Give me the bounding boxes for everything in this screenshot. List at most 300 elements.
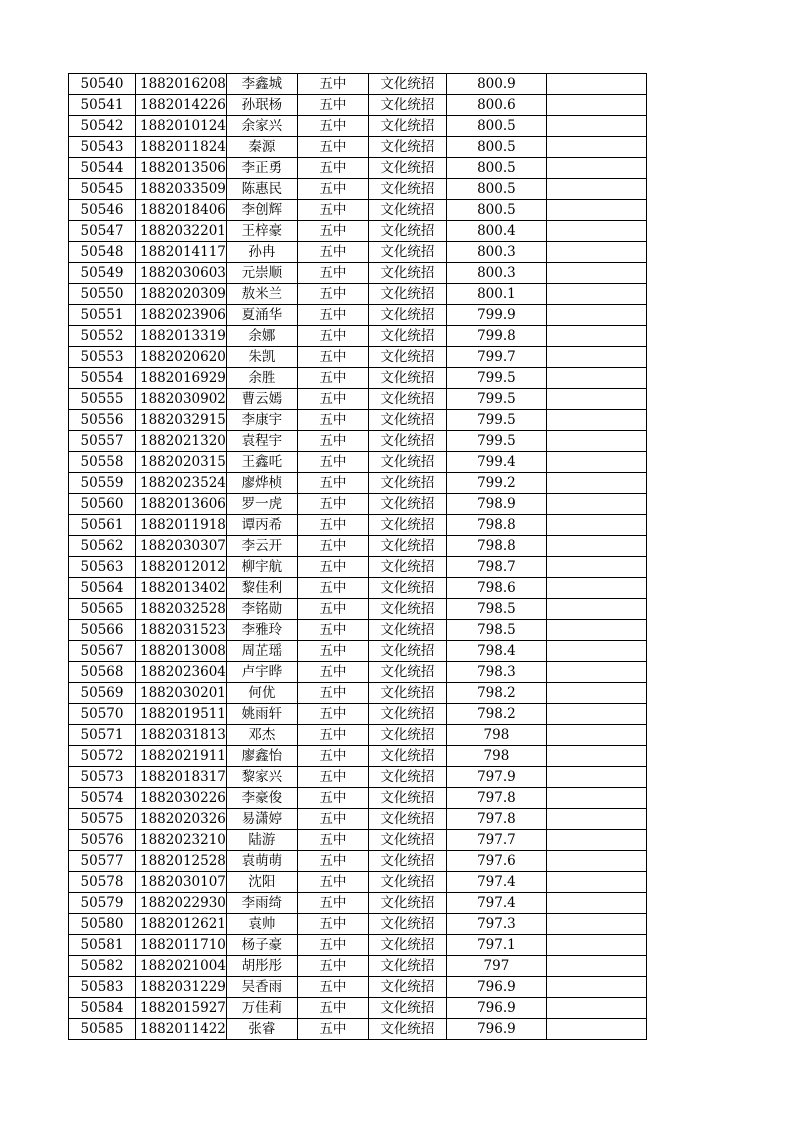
exam-id-cell: 1882033509 (136, 179, 227, 200)
exam-id-cell: 1882016208 (136, 74, 227, 95)
note-cell (546, 788, 646, 809)
table-row (69, 872, 647, 893)
seq-number-cell: 50585 (69, 1019, 136, 1040)
table-row (69, 620, 647, 641)
table-row (69, 158, 647, 179)
note-cell (546, 95, 646, 116)
student-name-cell: 廖烨桢 (226, 473, 297, 494)
student-name-cell: 李正勇 (226, 158, 297, 179)
table-row (69, 851, 647, 872)
score-cell: 800.3 (446, 263, 546, 284)
seq-number-cell: 50556 (69, 410, 136, 431)
note-cell (546, 158, 646, 179)
student-name-cell: 卢宇晔 (226, 662, 297, 683)
table-row (69, 767, 647, 788)
score-cell: 798.2 (446, 683, 546, 704)
admission-type-cell: 文化统招 (368, 305, 446, 326)
student-name-cell: 廖鑫怡 (226, 746, 297, 767)
note-cell (546, 410, 646, 431)
score-cell: 800.9 (446, 74, 546, 95)
seq-number-cell: 50571 (69, 725, 136, 746)
student-name-cell: 黎佳利 (226, 578, 297, 599)
admission-type-cell: 文化统招 (368, 326, 446, 347)
note-cell (546, 578, 646, 599)
seq-number-cell: 50567 (69, 641, 136, 662)
score-cell: 797 (446, 956, 546, 977)
note-cell (546, 263, 646, 284)
school-cell: 五中 (297, 389, 368, 410)
score-cell: 798.4 (446, 641, 546, 662)
admission-type-cell: 文化统招 (368, 95, 446, 116)
table-row (69, 662, 647, 683)
exam-id-cell: 1882030603 (136, 263, 227, 284)
student-name-cell: 朱凯 (226, 347, 297, 368)
table-row (69, 200, 647, 221)
exam-id-cell: 1882012528 (136, 851, 227, 872)
note-cell (546, 977, 646, 998)
exam-id-cell: 1882023524 (136, 473, 227, 494)
exam-id-cell: 1882019511 (136, 704, 227, 725)
note-cell (546, 620, 646, 641)
table-row (69, 116, 647, 137)
score-cell: 798.3 (446, 662, 546, 683)
table-row (69, 935, 647, 956)
seq-number-cell: 50548 (69, 242, 136, 263)
student-name-cell: 邓杰 (226, 725, 297, 746)
seq-number-cell: 50551 (69, 305, 136, 326)
exam-id-cell: 1882030307 (136, 536, 227, 557)
school-cell: 五中 (297, 536, 368, 557)
exam-id-cell: 1882011824 (136, 137, 227, 158)
table-row (69, 326, 647, 347)
school-cell: 五中 (297, 788, 368, 809)
table-row (69, 599, 647, 620)
admission-type-cell: 文化统招 (368, 620, 446, 641)
seq-number-cell: 50584 (69, 998, 136, 1019)
admission-type-cell: 文化统招 (368, 809, 446, 830)
note-cell (546, 662, 646, 683)
table-row (69, 893, 647, 914)
student-name-cell: 李康宇 (226, 410, 297, 431)
note-cell (546, 116, 646, 137)
exam-id-cell: 1882020315 (136, 452, 227, 473)
admission-type-cell: 文化统招 (368, 893, 446, 914)
score-cell: 798.8 (446, 515, 546, 536)
school-cell: 五中 (297, 725, 368, 746)
score-cell: 800.5 (446, 158, 546, 179)
admission-type-cell: 文化统招 (368, 935, 446, 956)
student-name-cell: 敖米兰 (226, 284, 297, 305)
student-name-cell: 陆游 (226, 830, 297, 851)
admission-type-cell: 文化统招 (368, 284, 446, 305)
seq-number-cell: 50564 (69, 578, 136, 599)
admission-type-cell: 文化统招 (368, 536, 446, 557)
note-cell (546, 473, 646, 494)
seq-number-cell: 50549 (69, 263, 136, 284)
score-cell: 797.7 (446, 830, 546, 851)
student-name-cell: 李创辉 (226, 200, 297, 221)
exam-id-cell: 1882013319 (136, 326, 227, 347)
note-cell (546, 536, 646, 557)
seq-number-cell: 50552 (69, 326, 136, 347)
school-cell: 五中 (297, 704, 368, 725)
exam-id-cell: 1882023906 (136, 305, 227, 326)
note-cell (546, 872, 646, 893)
table-row (69, 242, 647, 263)
exam-id-cell: 1882014117 (136, 242, 227, 263)
table-row (69, 389, 647, 410)
note-cell (546, 767, 646, 788)
school-cell: 五中 (297, 200, 368, 221)
seq-number-cell: 50542 (69, 116, 136, 137)
score-cell: 796.9 (446, 998, 546, 1019)
admission-type-cell: 文化统招 (368, 452, 446, 473)
table-row (69, 704, 647, 725)
exam-id-cell: 1882031813 (136, 725, 227, 746)
seq-number-cell: 50568 (69, 662, 136, 683)
seq-number-cell: 50581 (69, 935, 136, 956)
note-cell (546, 368, 646, 389)
admission-type-cell: 文化统招 (368, 599, 446, 620)
table-row (69, 683, 647, 704)
school-cell: 五中 (297, 935, 368, 956)
exam-id-cell: 1882030107 (136, 872, 227, 893)
table-row (69, 473, 647, 494)
admission-type-cell: 文化统招 (368, 158, 446, 179)
score-cell: 799.5 (446, 368, 546, 389)
school-cell: 五中 (297, 326, 368, 347)
admission-type-cell: 文化统招 (368, 998, 446, 1019)
school-cell: 五中 (297, 851, 368, 872)
school-cell: 五中 (297, 347, 368, 368)
note-cell (546, 557, 646, 578)
admission-type-cell: 文化统招 (368, 410, 446, 431)
seq-number-cell: 50557 (69, 431, 136, 452)
note-cell (546, 641, 646, 662)
admission-type-cell: 文化统招 (368, 200, 446, 221)
admission-type-cell: 文化统招 (368, 242, 446, 263)
score-cell: 799.2 (446, 473, 546, 494)
admission-type-cell: 文化统招 (368, 704, 446, 725)
score-cell: 798.9 (446, 494, 546, 515)
table-row (69, 809, 647, 830)
admission-type-cell: 文化统招 (368, 116, 446, 137)
note-cell (546, 431, 646, 452)
exam-id-cell: 1882012012 (136, 557, 227, 578)
admission-type-cell: 文化统招 (368, 494, 446, 515)
admission-type-cell: 文化统招 (368, 872, 446, 893)
seq-number-cell: 50578 (69, 872, 136, 893)
note-cell (546, 284, 646, 305)
student-name-cell: 周芷瑶 (226, 641, 297, 662)
admission-type-cell: 文化统招 (368, 515, 446, 536)
score-cell: 796.9 (446, 977, 546, 998)
seq-number-cell: 50562 (69, 536, 136, 557)
exam-id-cell: 1882018406 (136, 200, 227, 221)
seq-number-cell: 50547 (69, 221, 136, 242)
exam-id-cell: 1882031229 (136, 977, 227, 998)
score-cell: 796.9 (446, 1019, 546, 1040)
student-name-cell: 元崇顺 (226, 263, 297, 284)
exam-id-cell: 1882023604 (136, 662, 227, 683)
score-cell: 799.5 (446, 389, 546, 410)
exam-id-cell: 1882030902 (136, 389, 227, 410)
student-name-cell: 李豪俊 (226, 788, 297, 809)
table-row (69, 515, 647, 536)
student-name-cell: 吴香雨 (226, 977, 297, 998)
school-cell: 五中 (297, 767, 368, 788)
seq-number-cell: 50541 (69, 95, 136, 116)
school-cell: 五中 (297, 137, 368, 158)
school-cell: 五中 (297, 914, 368, 935)
score-cell: 798 (446, 746, 546, 767)
table-row (69, 1019, 647, 1040)
seq-number-cell: 50560 (69, 494, 136, 515)
school-cell: 五中 (297, 599, 368, 620)
student-name-cell: 余娜 (226, 326, 297, 347)
school-cell: 五中 (297, 893, 368, 914)
exam-id-cell: 1882020309 (136, 284, 227, 305)
note-cell (546, 830, 646, 851)
school-cell: 五中 (297, 662, 368, 683)
score-cell: 800.4 (446, 221, 546, 242)
school-cell: 五中 (297, 830, 368, 851)
school-cell: 五中 (297, 515, 368, 536)
score-cell: 799.5 (446, 410, 546, 431)
school-cell: 五中 (297, 956, 368, 977)
table-row (69, 74, 647, 95)
student-name-cell: 万佳莉 (226, 998, 297, 1019)
school-cell: 五中 (297, 305, 368, 326)
exam-id-cell: 1882014226 (136, 95, 227, 116)
seq-number-cell: 50553 (69, 347, 136, 368)
student-name-cell: 易潇婷 (226, 809, 297, 830)
student-name-cell: 沈阳 (226, 872, 297, 893)
school-cell: 五中 (297, 368, 368, 389)
student-name-cell: 夏涌华 (226, 305, 297, 326)
student-name-cell: 余胜 (226, 368, 297, 389)
admission-type-cell: 文化统招 (368, 74, 446, 95)
seq-number-cell: 50580 (69, 914, 136, 935)
seq-number-cell: 50543 (69, 137, 136, 158)
note-cell (546, 998, 646, 1019)
exam-id-cell: 1882013402 (136, 578, 227, 599)
table-row (69, 494, 647, 515)
score-cell: 797.4 (446, 872, 546, 893)
school-cell: 五中 (297, 473, 368, 494)
table-row (69, 221, 647, 242)
score-cell: 800.5 (446, 179, 546, 200)
admission-type-cell: 文化统招 (368, 788, 446, 809)
admission-type-cell: 文化统招 (368, 830, 446, 851)
note-cell (546, 956, 646, 977)
note-cell (546, 914, 646, 935)
school-cell: 五中 (297, 683, 368, 704)
score-cell: 799.8 (446, 326, 546, 347)
seq-number-cell: 50540 (69, 74, 136, 95)
school-cell: 五中 (297, 641, 368, 662)
score-table (68, 73, 647, 1040)
table-row (69, 977, 647, 998)
admission-type-cell: 文化统招 (368, 956, 446, 977)
student-name-cell: 张睿 (226, 1019, 297, 1040)
school-cell: 五中 (297, 452, 368, 473)
admission-type-cell: 文化统招 (368, 221, 446, 242)
student-name-cell: 王鑫吒 (226, 452, 297, 473)
student-name-cell: 杨子豪 (226, 935, 297, 956)
exam-id-cell: 1882032915 (136, 410, 227, 431)
note-cell (546, 935, 646, 956)
school-cell: 五中 (297, 410, 368, 431)
school-cell: 五中 (297, 1019, 368, 1040)
table-row (69, 788, 647, 809)
exam-id-cell: 1882013506 (136, 158, 227, 179)
school-cell: 五中 (297, 620, 368, 641)
seq-number-cell: 50570 (69, 704, 136, 725)
exam-id-cell: 1882020620 (136, 347, 227, 368)
admission-type-cell: 文化统招 (368, 347, 446, 368)
student-name-cell: 李鑫城 (226, 74, 297, 95)
seq-number-cell: 50545 (69, 179, 136, 200)
note-cell (546, 851, 646, 872)
exam-id-cell: 1882021911 (136, 746, 227, 767)
score-cell: 799.9 (446, 305, 546, 326)
seq-number-cell: 50555 (69, 389, 136, 410)
school-cell: 五中 (297, 284, 368, 305)
student-name-cell: 谭丙希 (226, 515, 297, 536)
school-cell: 五中 (297, 431, 368, 452)
admission-type-cell: 文化统招 (368, 767, 446, 788)
student-name-cell: 罗一虎 (226, 494, 297, 515)
exam-id-cell: 1882032528 (136, 599, 227, 620)
note-cell (546, 200, 646, 221)
student-name-cell: 余家兴 (226, 116, 297, 137)
student-name-cell: 黎家兴 (226, 767, 297, 788)
admission-type-cell: 文化统招 (368, 977, 446, 998)
score-cell: 798.2 (446, 704, 546, 725)
exam-id-cell: 1882032201 (136, 221, 227, 242)
note-cell (546, 326, 646, 347)
student-name-cell: 姚雨轩 (226, 704, 297, 725)
score-cell: 799.4 (446, 452, 546, 473)
student-name-cell: 孙冉 (226, 242, 297, 263)
exam-id-cell: 1882013606 (136, 494, 227, 515)
table-row (69, 431, 647, 452)
score-cell: 800.5 (446, 200, 546, 221)
score-cell: 800.3 (446, 242, 546, 263)
note-cell (546, 809, 646, 830)
seq-number-cell: 50583 (69, 977, 136, 998)
school-cell: 五中 (297, 494, 368, 515)
table-row (69, 578, 647, 599)
seq-number-cell: 50559 (69, 473, 136, 494)
seq-number-cell: 50566 (69, 620, 136, 641)
school-cell: 五中 (297, 116, 368, 137)
student-name-cell: 袁帅 (226, 914, 297, 935)
score-cell: 798.7 (446, 557, 546, 578)
note-cell (546, 74, 646, 95)
student-name-cell: 孙珉杨 (226, 95, 297, 116)
table-row (69, 410, 647, 431)
seq-number-cell: 50569 (69, 683, 136, 704)
seq-number-cell: 50572 (69, 746, 136, 767)
score-cell: 797.9 (446, 767, 546, 788)
score-cell: 800.5 (446, 116, 546, 137)
score-cell: 798.5 (446, 620, 546, 641)
score-cell: 800.1 (446, 284, 546, 305)
score-cell: 798.8 (446, 536, 546, 557)
seq-number-cell: 50544 (69, 158, 136, 179)
table-row (69, 368, 647, 389)
student-name-cell: 王梓豪 (226, 221, 297, 242)
seq-number-cell: 50546 (69, 200, 136, 221)
seq-number-cell: 50550 (69, 284, 136, 305)
student-name-cell: 胡彤彤 (226, 956, 297, 977)
note-cell (546, 746, 646, 767)
school-cell: 五中 (297, 998, 368, 1019)
score-cell: 798.6 (446, 578, 546, 599)
exam-id-cell: 1882011918 (136, 515, 227, 536)
exam-id-cell: 1882022930 (136, 893, 227, 914)
admission-type-cell: 文化统招 (368, 578, 446, 599)
admission-type-cell: 文化统招 (368, 389, 446, 410)
school-cell: 五中 (297, 872, 368, 893)
exam-id-cell: 1882030201 (136, 683, 227, 704)
admission-type-cell: 文化统招 (368, 263, 446, 284)
admission-type-cell: 文化统招 (368, 1019, 446, 1040)
exam-id-cell: 1882021320 (136, 431, 227, 452)
school-cell: 五中 (297, 221, 368, 242)
admission-type-cell: 文化统招 (368, 641, 446, 662)
school-cell: 五中 (297, 977, 368, 998)
student-name-cell: 袁萌萌 (226, 851, 297, 872)
exam-id-cell: 1882012621 (136, 914, 227, 935)
note-cell (546, 389, 646, 410)
score-cell: 797.4 (446, 893, 546, 914)
note-cell (546, 221, 646, 242)
table-row (69, 746, 647, 767)
admission-type-cell: 文化统招 (368, 725, 446, 746)
table-row (69, 641, 647, 662)
admission-type-cell: 文化统招 (368, 746, 446, 767)
seq-number-cell: 50575 (69, 809, 136, 830)
student-name-cell: 李雨绮 (226, 893, 297, 914)
school-cell: 五中 (297, 557, 368, 578)
student-name-cell: 李云开 (226, 536, 297, 557)
table-row (69, 830, 647, 851)
exam-id-cell: 1882020326 (136, 809, 227, 830)
table-row (69, 347, 647, 368)
school-cell: 五中 (297, 95, 368, 116)
admission-type-cell: 文化统招 (368, 662, 446, 683)
school-cell: 五中 (297, 74, 368, 95)
note-cell (546, 179, 646, 200)
student-name-cell: 李铭勋 (226, 599, 297, 620)
table-row (69, 725, 647, 746)
score-cell: 798.5 (446, 599, 546, 620)
exam-id-cell: 1882018317 (136, 767, 227, 788)
table-row (69, 179, 647, 200)
score-cell: 798 (446, 725, 546, 746)
seq-number-cell: 50579 (69, 893, 136, 914)
table-row (69, 998, 647, 1019)
student-name-cell: 何优 (226, 683, 297, 704)
score-cell: 800.5 (446, 137, 546, 158)
note-cell (546, 893, 646, 914)
student-name-cell: 陈惠民 (226, 179, 297, 200)
note-cell (546, 347, 646, 368)
note-cell (546, 704, 646, 725)
